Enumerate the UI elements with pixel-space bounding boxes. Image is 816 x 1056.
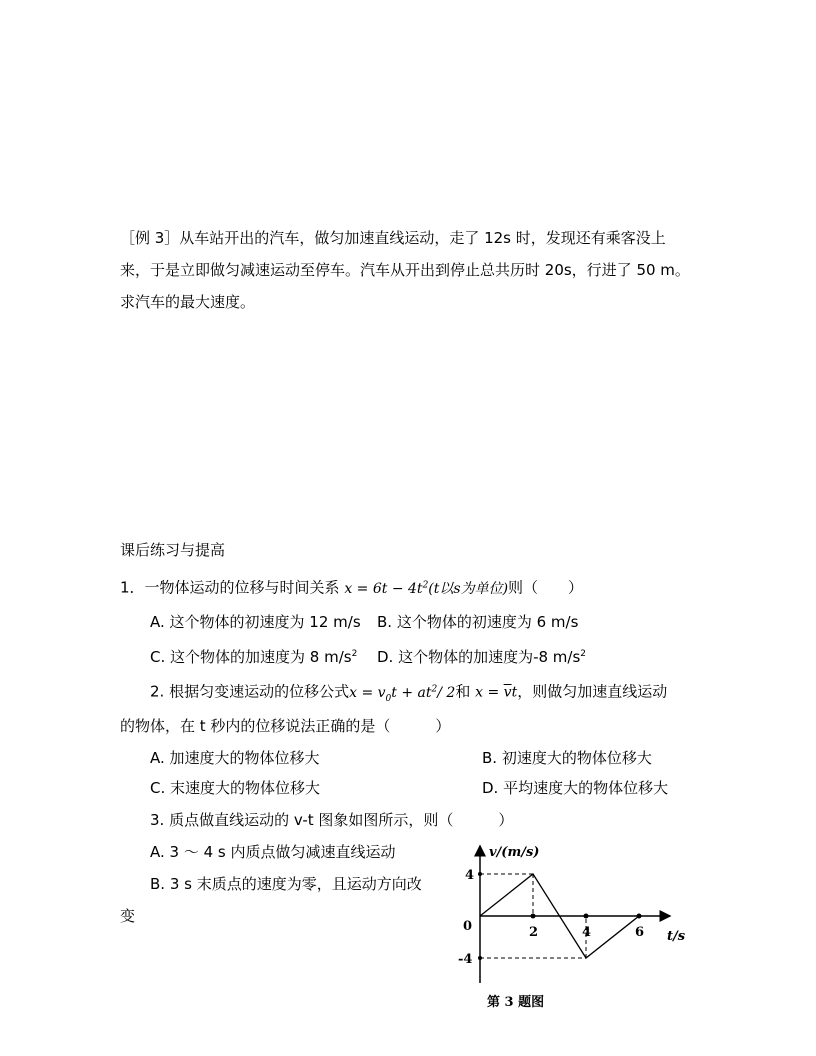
q2-formula-1: $x = v_0t + at^2/$ 2	[349, 684, 456, 704]
section-title: 课后练习与提高	[120, 541, 226, 559]
q1-option-c: C. 这个物体的加速度为 8 $m/s^2$	[150, 648, 358, 666]
y-tick-label--4: -4	[458, 952, 473, 967]
q2-stem-suffix: ，则做匀加速直线运动	[517, 682, 668, 701]
example3-line2: 来，于是立即做匀减速运动至停车。汽车从开出到停止总共历时 20s，行进了 50 m。	[120, 261, 690, 279]
example3-line1: ［例 3］从车站开出的汽车，做匀加速直线运动，走了 12s 时，发现还有乘客没上	[120, 229, 666, 247]
x-tick-label-4: 4	[582, 925, 592, 940]
x-tick-label-2: 2	[529, 925, 539, 940]
vt-chart	[455, 838, 695, 1018]
y-tick-label-4: 4	[465, 868, 475, 883]
x-tick-label-6: 6	[635, 925, 645, 940]
q1-option-d: D. 这个物体的加速度为-8 $m/s^2$	[377, 648, 587, 666]
q2-formula-2: $x = \overline{v}t$	[475, 684, 518, 701]
q2-option-c: C. 末速度大的物体位移大	[150, 779, 321, 797]
q3-option-a: A. 3 ～ 4 s 内质点做匀减速直线运动	[150, 843, 396, 861]
q2-and: 和	[455, 682, 471, 701]
y-axis-label: v/(m/s)	[489, 845, 540, 860]
q1-stem-suffix: 则（ ）	[508, 578, 584, 597]
q1-stem	[120, 575, 583, 599]
q3-option-b-line2: 变	[120, 907, 136, 925]
q2-stem-prefix: 2. 根据匀变速运动的位移公式	[150, 682, 350, 701]
q1-stem-prefix: 1．一物体运动的位移与时间关系	[120, 578, 340, 597]
q3-stem: 3. 质点做直线运动的 v-t 图象如图所示，则（ ）	[150, 811, 514, 829]
q2-option-d: D. 平均速度大的物体位移大	[482, 779, 669, 797]
figure-caption: 第 3 题图	[487, 995, 545, 1010]
origin-label: 0	[463, 919, 473, 934]
axis-dot-v-4	[478, 956, 482, 960]
q2-option-a: A. 加速度大的物体位移大	[150, 749, 320, 767]
q1-option-a: A. 这个物体的初速度为 12 m/s	[150, 613, 361, 631]
axis-dot-t2	[531, 914, 536, 919]
q1-formula: $x = 6t - 4t^2(t$以s为单位)	[344, 580, 509, 597]
q2-stem	[150, 679, 667, 708]
q3-option-b-line1: B. 3 s 末质点的速度为零，且运动方向改	[150, 875, 422, 893]
axis-dot-t4	[584, 914, 589, 919]
axis-dot-t6	[637, 914, 642, 919]
axis-dot-v4	[478, 872, 482, 876]
q1-option-b: B. 这个物体的初速度为 6 m/s	[377, 613, 579, 631]
example3-line3: 求汽车的最大速度。	[120, 293, 256, 311]
q2-stem-line2: 的物体，在 t 秒内的位移说法正确的是（ ）	[120, 717, 451, 735]
x-axis-label: t/s	[667, 929, 686, 944]
q2-option-b: B. 初速度大的物体位移大	[482, 749, 652, 767]
